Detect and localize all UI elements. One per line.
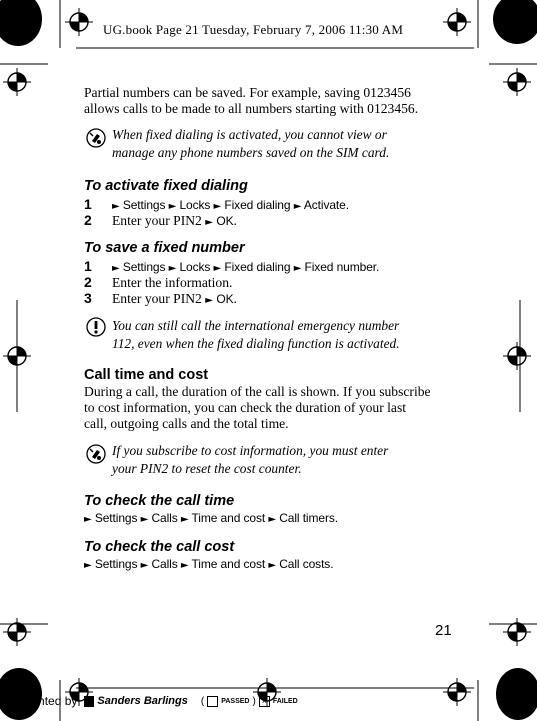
menu-path-call-cost: [84, 557, 333, 571]
triangle-right-icon: ►: [205, 295, 213, 306]
step-number: 2: [84, 212, 92, 228]
period: .: [376, 260, 380, 274]
menu-item: Time and cost: [191, 557, 266, 571]
menu-item: Settings: [94, 557, 138, 571]
heading-check-call-time: To check the call time: [84, 493, 235, 509]
menu-item: Call costs: [279, 557, 331, 571]
paragraph-line: During a call, the duration of the call is shown. If you subscribe: [84, 384, 431, 399]
menu-item: Fixed dialing: [224, 198, 291, 212]
step-row: [84, 258, 379, 274]
intro-line: allows calls to be made to all numbers starting with 0123456.: [84, 101, 419, 116]
step-number: 2: [84, 274, 92, 290]
failed-label: FAILED: [272, 697, 298, 705]
triangle-right-icon: ►: [168, 263, 177, 274]
triangle-right-icon: ►: [293, 263, 302, 274]
period: .: [330, 557, 334, 571]
note-emergency: [112, 317, 400, 353]
step-text: Enter the information.: [112, 275, 233, 290]
menu-path: [112, 260, 379, 274]
note-line: manage any phone numbers saved on the SIM card.: [112, 145, 390, 160]
paragraph-line: to cost information, you can check the duration of your last: [84, 400, 407, 415]
steps-save: [84, 258, 379, 306]
steps-activate: [84, 196, 349, 228]
menu-item: Time and cost: [191, 511, 266, 525]
action-ok: OK: [216, 214, 234, 228]
step-number: 1: [84, 258, 92, 274]
menu-item: Activate: [303, 198, 346, 212]
menu-item: Call timers: [279, 511, 335, 525]
step-row: [84, 290, 379, 306]
page-header: UG.book Page 21 Tuesday, February 7, 2006 11:30 AM: [103, 22, 404, 37]
triangle-right-icon: ►: [268, 560, 276, 571]
period: .: [345, 198, 349, 212]
triangle-right-icon: ►: [140, 560, 149, 571]
call-time-paragraph: [84, 384, 431, 432]
step-text: [112, 213, 237, 229]
step-row: [84, 196, 349, 212]
sb-logo-icon: [84, 696, 94, 707]
company-name: Sanders Barlings: [97, 695, 188, 707]
note-line: 112, even when the fixed dialing function is activated.: [112, 336, 400, 351]
menu-path: [112, 198, 349, 212]
note-line: You can still call the international emergency number: [112, 318, 400, 333]
menu-item: Fixed number: [304, 260, 377, 274]
passed-label: PASSED: [221, 697, 250, 705]
period: .: [233, 213, 237, 228]
preflighted-label: Preflighted by: [4, 694, 78, 708]
step-label: Enter your PIN2: [112, 291, 202, 306]
tip-icon: [86, 128, 106, 148]
intro-line: Partial numbers can be saved. For example, saving 0123456: [84, 85, 411, 100]
page-number: 21: [435, 622, 452, 639]
warning-icon: [86, 317, 106, 337]
period: .: [233, 291, 237, 306]
step-label: Enter your PIN2: [112, 213, 202, 228]
note-cost-counter: [112, 442, 388, 478]
step-row: [84, 274, 379, 290]
triangle-right-icon: ►: [84, 514, 92, 525]
triangle-right-icon: ►: [268, 514, 276, 525]
menu-item: Settings: [122, 198, 166, 212]
triangle-right-icon: ►: [112, 201, 120, 212]
heading-activate-fixed-dialing: To activate fixed dialing: [84, 178, 248, 194]
note-line: When fixed dialing is activated, you cannot view or: [112, 127, 387, 142]
action-ok: OK: [216, 292, 234, 306]
paragraph-line: call, outgoing calls and the total time.: [84, 416, 289, 431]
menu-item: Fixed dialing: [224, 260, 291, 274]
menu-path-call-time: [84, 511, 338, 525]
step-number: 1: [84, 196, 92, 212]
triangle-right-icon: ►: [84, 560, 92, 571]
triangle-right-icon: ►: [213, 263, 222, 274]
menu-item: Locks: [179, 198, 211, 212]
note-line: If you subscribe to cost information, you must enter: [112, 443, 389, 458]
menu-item: Settings: [94, 511, 138, 525]
heading-save-fixed-number: To save a fixed number: [84, 240, 245, 256]
triangle-right-icon: ►: [213, 201, 222, 212]
triangle-right-icon: ►: [168, 201, 177, 212]
paren-close: ): [252, 695, 256, 707]
menu-item: Calls: [151, 511, 178, 525]
step-text: [112, 291, 237, 307]
heading-check-call-cost: To check the call cost: [84, 539, 235, 555]
triangle-right-icon: ►: [112, 263, 120, 274]
triangle-right-icon: ►: [180, 514, 189, 525]
triangle-right-icon: ►: [180, 560, 189, 571]
menu-item: Locks: [179, 260, 211, 274]
preflight-stamp: [4, 694, 298, 708]
triangle-right-icon: ►: [293, 201, 302, 212]
menu-item: Settings: [122, 260, 166, 274]
triangle-right-icon: ►: [205, 217, 213, 228]
step-row: [84, 212, 349, 228]
step-number: 3: [84, 290, 92, 306]
note-line: your PIN2 to reset the cost counter.: [112, 461, 302, 476]
intro-paragraph: [84, 85, 418, 117]
note-fixed-dialing: [112, 126, 389, 162]
tip-icon: [86, 444, 106, 464]
triangle-right-icon: ►: [140, 514, 149, 525]
checkbox-passed-icon: [207, 696, 218, 707]
menu-item: Calls: [151, 557, 178, 571]
heading-call-time-cost: Call time and cost: [84, 367, 209, 383]
period: .: [334, 511, 338, 525]
paren-open: (: [200, 695, 205, 707]
checkbox-failed-icon: ×: [259, 696, 270, 707]
